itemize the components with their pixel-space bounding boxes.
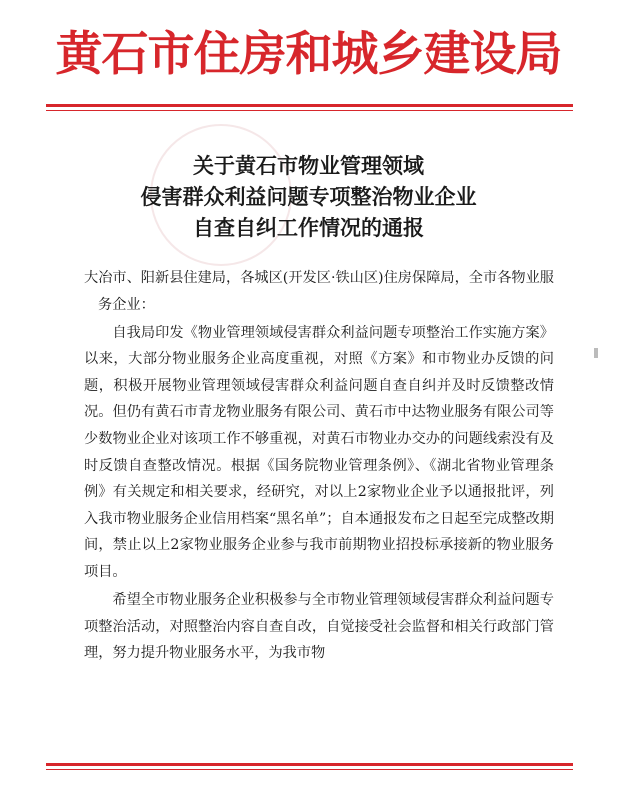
org-masthead: 黄石市住房和城乡建设局 (55, 27, 562, 82)
addressee: 大冶市、阳新县住建局，各城区(开发区·铁山区)住房保障局，全市各物业服务企业： (84, 270, 554, 313)
footer-divider-thick (46, 763, 573, 766)
title-line-2: 侵害群众利益问题专项整治物业企业 (140, 184, 477, 209)
document-body (84, 265, 554, 668)
title-line-3: 自查自纠工作情况的通报 (193, 215, 424, 240)
title-line-1: 关于黄石市物业管理领域 (193, 153, 424, 178)
header-divider-thin (46, 110, 573, 111)
edge-mark (594, 348, 598, 358)
body-paragraph-1: 自我局印发《物业管理领域侵害群众利益问题专项整治工作实施方案》以来，大部分物业服务企业高度重视，对照《方案》和市物业办反馈的问题，积极开展物业管理领域侵害群众利益问题自查自纠并及时反馈整改情况。但仍有黄石市青龙物业服务有限公司、黄石市中达物业服务有限公司等少数物业企业对该项工作不够重视，对黄石市物业办交办的问题线索没有及时反馈自查整改情况。根据《国务院物业管理条例》、《湖北省物业管理条例》有关规定和相关要求，经研究，对以上2家物业企业予以通报批评，列入我市物业服务企业信用档案“黑名单”；自本通报发布之日起至完成整改期间，禁止以上2家物业服务企业参与我市前期物业招投标承接新的物业服务项目。 (84, 324, 554, 581)
body-paragraph-2: 希望全市物业服务企业积极参与全市物业管理领域侵害群众利益问题专项整治活动，对照整治内容自查自改，自觉接受社会监督和相关行政部门管理，努力提升物业服务水平，为我市物 (84, 592, 554, 662)
document-title (0, 150, 617, 243)
header-divider-thick (46, 104, 573, 107)
footer-divider-thin (46, 769, 573, 770)
